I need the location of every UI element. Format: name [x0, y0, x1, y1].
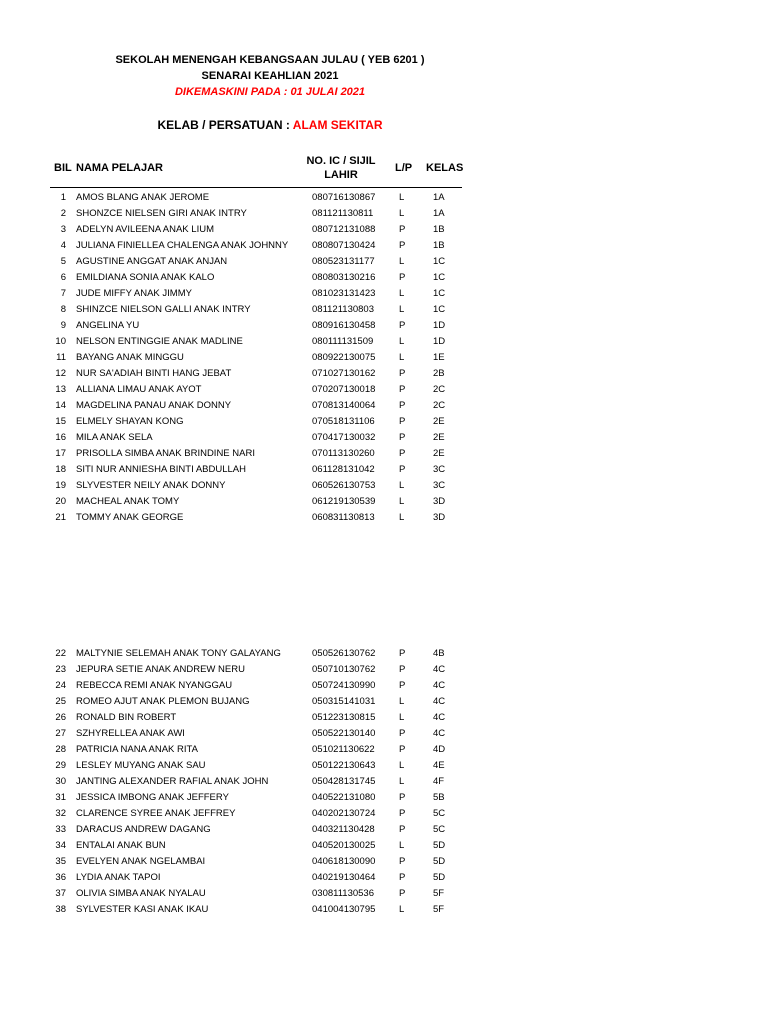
cell-bil: 16: [55, 432, 66, 443]
cell-nama: JUDE MIFFY ANAK JIMMY: [76, 288, 192, 299]
table-row: [0, 318, 768, 334]
cell-lp: P: [399, 808, 406, 819]
cell-kelas: 5B: [433, 792, 445, 803]
cell-lp: P: [399, 448, 406, 459]
cell-kelas: 2E: [433, 432, 445, 443]
cell-lp: L: [399, 904, 405, 915]
table-row: [0, 854, 768, 870]
cell-nama: SZHYRELLEA ANAK AWI: [76, 728, 185, 739]
cell-ic: 080523131177: [312, 256, 375, 267]
cell-bil: 23: [55, 664, 66, 675]
cell-bil: 9: [60, 320, 66, 331]
cell-nama: MAGDELINA PANAU ANAK DONNY: [76, 400, 232, 411]
cell-bil: 7: [60, 288, 66, 299]
cell-nama: EVELYEN ANAK NGELAMBAI: [76, 856, 206, 867]
cell-nama: MALTYNIE SELEMAH ANAK TONY GALAYANG: [76, 648, 281, 659]
cell-lp: L: [399, 304, 405, 315]
cell-bil: 31: [55, 792, 66, 803]
cell-nama: BAYANG ANAK MINGGU: [76, 352, 184, 363]
table-row: [0, 838, 768, 854]
table-row: [0, 382, 768, 398]
cell-kelas: 5C: [433, 808, 446, 819]
cell-ic: 071027130162: [312, 368, 376, 379]
cell-bil: 6: [60, 272, 66, 283]
cell-ic: 050724130990: [312, 680, 376, 691]
cell-ic: 080803130216: [312, 272, 376, 283]
cell-bil: 25: [55, 696, 66, 707]
table-row: [0, 726, 768, 742]
cell-ic: 061128131042: [312, 464, 375, 475]
cell-nama: AMOS BLANG ANAK JEROME: [76, 192, 210, 203]
table-row: [0, 710, 768, 726]
document-title: SENARAI KEAHLIAN 2021: [201, 70, 339, 82]
table-row: [0, 462, 768, 478]
cell-lp: P: [399, 872, 406, 883]
cell-lp: P: [399, 368, 406, 379]
cell-ic: 080807130424: [312, 240, 376, 251]
table-row: [0, 430, 768, 446]
table-row: [0, 662, 768, 678]
cell-ic: 070518131106: [312, 416, 375, 427]
table-row: [0, 190, 768, 206]
cell-nama: REBECCA REMI ANAK NYANGGAU: [76, 680, 233, 691]
column-header-kelas: KELAS: [426, 162, 464, 174]
cell-ic: 051021130622: [312, 744, 375, 755]
table-row: [0, 222, 768, 238]
table-row: [0, 238, 768, 254]
cell-ic: 080922130075: [312, 352, 376, 363]
cell-lp: P: [399, 856, 406, 867]
cell-kelas: 1C: [433, 288, 446, 299]
cell-lp: L: [399, 352, 405, 363]
cell-nama: SYLVESTER KASI ANAK IKAU: [76, 904, 209, 915]
cell-nama: EMILDIANA SONIA ANAK KALO: [76, 272, 215, 283]
cell-nama: MILA ANAK SELA: [76, 432, 153, 443]
cell-nama: DARACUS ANDREW DAGANG: [76, 824, 211, 835]
cell-lp: L: [399, 496, 405, 507]
cell-lp: L: [399, 840, 405, 851]
cell-nama: SLYVESTER NEILY ANAK DONNY: [76, 480, 226, 491]
cell-lp: P: [399, 744, 406, 755]
club-line: [0, 118, 540, 132]
cell-bil: 28: [55, 744, 66, 755]
cell-ic: 070417130032: [312, 432, 376, 443]
school-name: SEKOLAH MENENGAH KEBANGSAAN JULAU ( YEB 6201 ): [115, 54, 425, 66]
cell-bil: 4: [60, 240, 66, 251]
cell-nama: TOMMY ANAK GEORGE: [76, 512, 184, 523]
cell-kelas: 1C: [433, 256, 446, 267]
cell-kelas: 1E: [433, 352, 445, 363]
cell-bil: 1: [60, 192, 66, 203]
cell-bil: 19: [55, 480, 66, 491]
cell-lp: L: [399, 480, 405, 491]
cell-lp: P: [399, 384, 406, 395]
cell-nama: PRISOLLA SIMBA ANAK BRINDINE NARI: [76, 448, 255, 459]
cell-bil: 8: [60, 304, 66, 315]
cell-nama: ADELYN AVILEENA ANAK LIUM: [76, 224, 214, 235]
cell-bil: 33: [55, 824, 66, 835]
cell-lp: L: [399, 256, 405, 267]
cell-lp: P: [399, 728, 406, 739]
table-row: [0, 478, 768, 494]
cell-nama: JESSICA IMBONG ANAK JEFFERY: [76, 792, 229, 803]
cell-kelas: 4C: [433, 728, 446, 739]
table-row: [0, 494, 768, 510]
table-row: [0, 446, 768, 462]
cell-nama: RONALD BIN ROBERT: [76, 712, 177, 723]
cell-bil: 15: [55, 416, 66, 427]
cell-bil: 17: [55, 448, 66, 459]
table-row: [0, 742, 768, 758]
cell-kelas: 1C: [433, 304, 446, 315]
cell-bil: 32: [55, 808, 66, 819]
cell-bil: 13: [55, 384, 66, 395]
cell-nama: SITI NUR ANNIESHA BINTI ABDULLAH: [76, 464, 246, 475]
cell-ic: 040219130464: [312, 872, 376, 883]
table-row: [0, 646, 768, 662]
cell-ic: 040522131080: [312, 792, 376, 803]
cell-nama: ROMEO AJUT ANAK PLEMON BUJANG: [76, 696, 250, 707]
updated-date: DIKEMASKINI PADA : 01 JULAI 2021: [174, 86, 366, 98]
cell-nama: JULIANA FINIELLEA CHALENGA ANAK JOHNNY: [76, 240, 289, 251]
column-header-lp: L/P: [395, 162, 413, 174]
cell-kelas: 4F: [433, 776, 445, 787]
cell-bil: 35: [55, 856, 66, 867]
cell-kelas: 5F: [433, 904, 445, 915]
cell-kelas: 2B: [433, 368, 445, 379]
cell-kelas: 4C: [433, 680, 446, 691]
cell-kelas: 5D: [433, 840, 446, 851]
cell-kelas: 5D: [433, 856, 446, 867]
cell-ic: 080916130458: [312, 320, 376, 331]
cell-lp: P: [399, 320, 406, 331]
cell-lp: P: [399, 824, 406, 835]
cell-kelas: 1D: [433, 336, 446, 347]
cell-kelas: 3C: [433, 480, 446, 491]
club-label: KELAB / PERSATUAN :: [157, 118, 290, 132]
cell-lp: L: [399, 760, 405, 771]
cell-bil: 14: [55, 400, 66, 411]
cell-nama: LYDIA ANAK TAPOI: [76, 872, 161, 883]
cell-nama: PATRICIA NANA ANAK RITA: [76, 744, 198, 755]
table-row: [0, 302, 768, 318]
cell-ic: 080716130867: [312, 192, 376, 203]
table-row: [0, 510, 768, 526]
cell-nama: NUR SA'ADIAH BINTI HANG JEBAT: [76, 368, 232, 379]
cell-lp: P: [399, 432, 406, 443]
cell-kelas: 1A: [433, 192, 445, 203]
cell-ic: 061219130539: [312, 496, 376, 507]
cell-ic: 050122130643: [312, 760, 376, 771]
cell-kelas: 5C: [433, 824, 446, 835]
cell-nama: JEPURA SETIE ANAK ANDREW NERU: [76, 664, 245, 675]
cell-nama: MACHEAL ANAK TOMY: [76, 496, 180, 507]
cell-kelas: 5D: [433, 872, 446, 883]
cell-ic: 050315141031: [312, 696, 376, 707]
cell-nama: NELSON ENTINGGIE ANAK MADLINE: [76, 336, 243, 347]
table-row: [0, 806, 768, 822]
cell-kelas: 4D: [433, 744, 446, 755]
cell-nama: AGUSTINE ANGGAT ANAK ANJAN: [76, 256, 228, 267]
cell-lp: L: [399, 208, 405, 219]
cell-lp: L: [399, 696, 405, 707]
column-header-nama: NAMA PELAJAR: [76, 162, 163, 174]
cell-ic: 040520130025: [312, 840, 376, 851]
table-row: [0, 758, 768, 774]
cell-ic: 070207130018: [312, 384, 376, 395]
table-row: [0, 870, 768, 886]
table-row: [0, 678, 768, 694]
table-row: [0, 790, 768, 806]
cell-bil: 29: [55, 760, 66, 771]
cell-bil: 2: [60, 208, 66, 219]
cell-ic: 081023131423: [312, 288, 376, 299]
cell-bil: 11: [56, 352, 66, 363]
table-row: [0, 350, 768, 366]
cell-kelas: 2C: [433, 384, 446, 395]
cell-ic: 050710130762: [312, 664, 376, 675]
cell-kelas: 1B: [433, 224, 445, 235]
table-row: [0, 774, 768, 790]
cell-kelas: 3C: [433, 464, 446, 475]
cell-nama: OLIVIA SIMBA ANAK NYALAU: [76, 888, 206, 899]
table-row: [0, 886, 768, 902]
cell-ic: 060831130813: [312, 512, 375, 523]
cell-kelas: 1B: [433, 240, 445, 251]
cell-lp: L: [399, 192, 405, 203]
cell-ic: 081121130803: [312, 304, 374, 315]
cell-lp: P: [399, 240, 406, 251]
cell-kelas: 4C: [433, 664, 446, 675]
cell-ic: 040321130428: [312, 824, 375, 835]
cell-nama: ENTALAI ANAK BUN: [76, 840, 166, 851]
cell-kelas: 5F: [433, 888, 445, 899]
column-header-ic: NO. IC / SIJIL LAHIR: [306, 155, 376, 181]
cell-ic: 041004130795: [312, 904, 376, 915]
cell-bil: 30: [55, 776, 66, 787]
cell-lp: P: [399, 272, 406, 283]
cell-bil: 18: [55, 464, 66, 475]
cell-ic: 051223130815: [312, 712, 376, 723]
cell-nama: SHINZCE NIELSON GALLI ANAK INTRY: [76, 304, 251, 315]
cell-ic: 050428131745: [312, 776, 376, 787]
cell-ic: 081121130811: [312, 208, 374, 219]
cell-lp: L: [399, 288, 405, 299]
cell-lp: L: [399, 776, 405, 787]
cell-kelas: 3D: [433, 496, 446, 507]
cell-bil: 34: [55, 840, 66, 851]
table-row: [0, 206, 768, 222]
cell-kelas: 1D: [433, 320, 446, 331]
cell-kelas: 1C: [433, 272, 446, 283]
cell-kelas: 2E: [433, 416, 445, 427]
cell-lp: P: [399, 416, 406, 427]
cell-nama: JANTING ALEXANDER RAFIAL ANAK JOHN: [76, 776, 269, 787]
cell-lp: P: [399, 464, 406, 475]
cell-ic: 050526130762: [312, 648, 376, 659]
cell-nama: SHONZCE NIELSEN GIRI ANAK INTRY: [76, 208, 247, 219]
cell-ic: 030811130536: [312, 888, 374, 899]
cell-nama: LESLEY MUYANG ANAK SAU: [76, 760, 206, 771]
table-row: [0, 286, 768, 302]
cell-bil: 38: [55, 904, 66, 915]
cell-kelas: 2E: [433, 448, 445, 459]
cell-nama: ALLIANA LIMAU ANAK AYOT: [76, 384, 202, 395]
cell-lp: P: [399, 664, 406, 675]
cell-ic: 080712131088: [312, 224, 376, 235]
cell-bil: 3: [60, 224, 66, 235]
cell-bil: 21: [55, 512, 66, 523]
cell-bil: 5: [60, 256, 66, 267]
header-divider: [50, 187, 462, 188]
cell-ic: 070813140064: [312, 400, 376, 411]
cell-lp: P: [399, 648, 406, 659]
table-row: [0, 334, 768, 350]
cell-kelas: 2C: [433, 400, 446, 411]
cell-lp: P: [399, 888, 406, 899]
cell-kelas: 4C: [433, 712, 446, 723]
table-row: [0, 902, 768, 918]
cell-kelas: 4B: [433, 648, 445, 659]
cell-kelas: 3D: [433, 512, 446, 523]
cell-bil: 36: [55, 872, 66, 883]
table-row: [0, 398, 768, 414]
table-row: [0, 414, 768, 430]
cell-kelas: 1A: [433, 208, 445, 219]
cell-bil: 27: [55, 728, 66, 739]
club-name: ALAM SEKITAR: [292, 118, 383, 132]
cell-lp: P: [399, 400, 406, 411]
cell-lp: P: [399, 680, 406, 691]
cell-lp: L: [399, 512, 405, 523]
cell-bil: 20: [55, 496, 66, 507]
cell-ic: 070113130260: [312, 448, 375, 459]
cell-ic: 040202130724: [312, 808, 376, 819]
cell-nama: ELMELY SHAYAN KONG: [76, 416, 184, 427]
cell-lp: P: [399, 792, 406, 803]
table-row: [0, 366, 768, 382]
cell-nama: CLARENCE SYREE ANAK JEFFREY: [76, 808, 236, 819]
table-row: [0, 694, 768, 710]
cell-ic: 080111131509: [312, 336, 374, 347]
cell-ic: 040618130090: [312, 856, 376, 867]
cell-lp: L: [399, 336, 405, 347]
cell-lp: P: [399, 224, 406, 235]
cell-nama: ANGELINA YU: [76, 320, 140, 331]
cell-lp: L: [399, 712, 405, 723]
cell-ic: 050522130140: [312, 728, 376, 739]
cell-bil: 22: [55, 648, 66, 659]
cell-ic: 060526130753: [312, 480, 376, 491]
cell-bil: 10: [55, 336, 66, 347]
cell-bil: 26: [55, 712, 66, 723]
table-row: [0, 270, 768, 286]
table-row: [0, 254, 768, 270]
cell-kelas: 4E: [433, 760, 445, 771]
table-row: [0, 822, 768, 838]
cell-kelas: 4C: [433, 696, 446, 707]
cell-bil: 12: [55, 368, 66, 379]
cell-bil: 37: [55, 888, 66, 899]
column-header-bil: BIL: [54, 162, 72, 174]
cell-bil: 24: [55, 680, 66, 691]
